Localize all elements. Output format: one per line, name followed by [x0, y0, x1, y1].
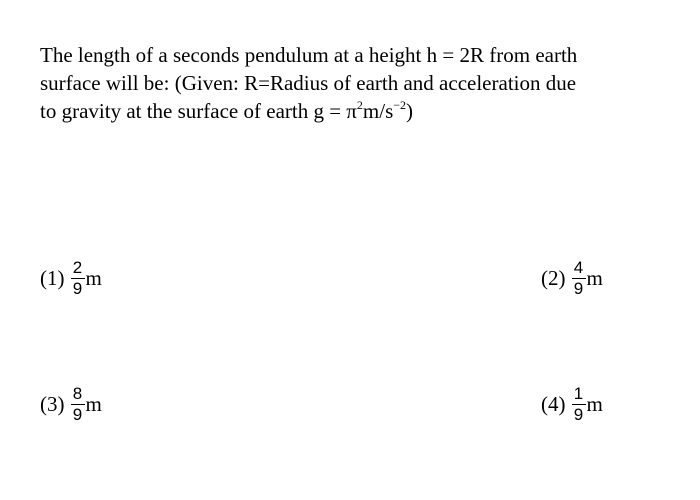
question-line-3: [40, 97, 670, 125]
option-1-numerator: 2: [72, 258, 83, 277]
option-2-unit: m: [586, 266, 603, 290]
option-2-numerator: 4: [573, 258, 584, 277]
option-4-label: (4): [541, 392, 566, 416]
option-2-fraction: [572, 259, 586, 298]
question-line-3-unit: m/s: [362, 99, 394, 123]
question-text: [40, 41, 670, 125]
question-line-2: surface will be: (Given: R=Radius of earth and acceleration due: [40, 71, 577, 95]
option-2-label: (2): [541, 266, 566, 290]
option-4-fraction: [572, 385, 586, 424]
unit-exponent: −2: [393, 98, 407, 112]
option-1-denominator: 9: [72, 279, 83, 298]
option-2[interactable]: [541, 259, 603, 298]
option-1-fraction: [71, 259, 85, 298]
option-3[interactable]: [40, 385, 102, 424]
option-3-fraction: [71, 385, 85, 424]
option-4-unit: m: [586, 392, 603, 416]
question-line-1: The length of a seconds pendulum at a height h = 2R from earth: [40, 43, 578, 67]
pi-exponent: 2: [356, 98, 363, 112]
option-1[interactable]: [40, 259, 102, 298]
option-3-unit: m: [85, 392, 102, 416]
option-1-unit: m: [85, 266, 102, 290]
option-2-denominator: 9: [573, 279, 584, 298]
question-line-3-prefix: to gravity at the surface of earth g = π: [40, 99, 357, 123]
option-3-numerator: 8: [72, 384, 83, 403]
option-1-label: (1): [40, 266, 65, 290]
option-3-label: (3): [40, 392, 65, 416]
option-3-denominator: 9: [72, 405, 83, 424]
question-line-3-suffix: ): [406, 99, 414, 123]
option-4-denominator: 9: [573, 405, 584, 424]
option-4-numerator: 1: [573, 384, 584, 403]
option-4[interactable]: [541, 385, 603, 424]
